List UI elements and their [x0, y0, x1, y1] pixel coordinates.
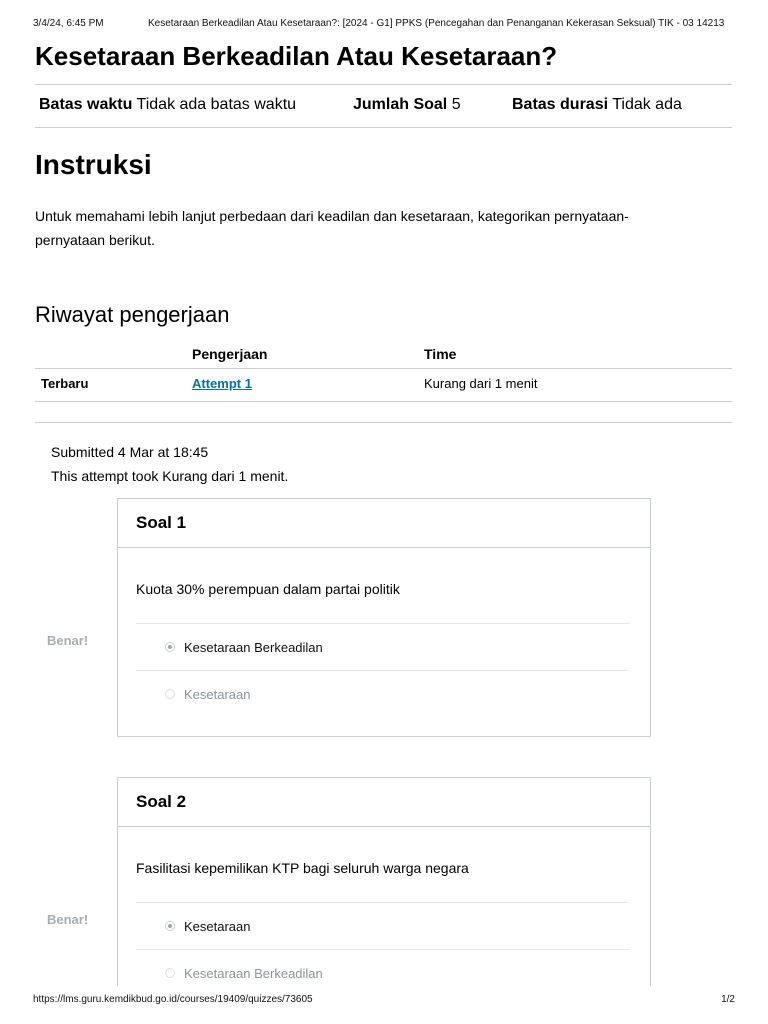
radio-checked-icon[interactable] — [165, 921, 175, 931]
print-page-title: Kesetaraan Berkeadilan Atau Kesetaraan?: [2024 - G1] PPKS (Pencegahan dan Penanganan Kekerasan Seksual) TIK - 03 14213 — [148, 18, 725, 29]
answer-label: Kesetaraan — [184, 686, 251, 702]
time-limit — [39, 94, 296, 116]
column-header-time: Time — [424, 346, 457, 362]
duration-value: Tidak ada — [612, 96, 682, 113]
answer-option[interactable] — [136, 902, 630, 949]
radio-unchecked-icon[interactable] — [165, 689, 175, 699]
radio-unchecked-icon[interactable] — [165, 968, 175, 978]
question-card — [117, 777, 651, 1019]
question-count-value: 5 — [451, 96, 461, 113]
submitted-date: Submitted 4 Mar at 18:45 — [51, 444, 209, 460]
row-label: Terbaru — [41, 376, 89, 391]
question-text: Kuota 30% perempuan dalam partai politik — [136, 581, 400, 597]
print-url: https://lms.guru.kemdikbud.go.id/courses/19409/quizzes/73605 — [33, 994, 313, 1005]
correct-badge: Benar! — [47, 633, 89, 648]
print-footer — [33, 994, 735, 1006]
time-limit-value: Tidak ada batas waktu — [136, 96, 297, 113]
divider — [35, 422, 732, 423]
instructions-heading: Instruksi — [35, 149, 152, 180]
answer-label: Kesetaraan Berkeadilan — [184, 639, 323, 655]
answer-list — [136, 623, 630, 717]
answer-list — [136, 902, 630, 996]
attempt-link[interactable]: Attempt 1 — [192, 376, 252, 391]
divider — [35, 127, 732, 128]
correct-badge: Benar! — [47, 912, 89, 927]
print-page-number: 1/2 — [721, 994, 735, 1005]
answer-option[interactable] — [136, 623, 630, 670]
duration-limit — [512, 94, 682, 116]
duration-label: Batas durasi — [512, 96, 609, 113]
question-count — [353, 94, 461, 116]
answer-label: Kesetaraan Berkeadilan — [184, 965, 323, 981]
question-text: Fasilitasi kepemilikan KTP bagi seluruh warga negara — [136, 860, 469, 876]
answer-label: Kesetaraan — [184, 918, 251, 934]
print-date: 3/4/24, 6:45 PM — [33, 18, 104, 29]
divider — [35, 84, 732, 85]
question-count-label: Jumlah Soal — [353, 96, 448, 113]
radio-checked-icon[interactable] — [165, 642, 175, 652]
attempt-duration: This attempt took Kurang dari 1 menit. — [51, 468, 289, 484]
history-heading: Riwayat pengerjaan — [35, 302, 230, 327]
quiz-title: Kesetaraan Berkeadilan Atau Kesetaraan? — [35, 41, 558, 71]
attempt-time: Kurang dari 1 menit — [424, 376, 538, 391]
table-divider — [35, 368, 732, 369]
instructions-text: Untuk memahami lebih lanjut perbedaan dari keadilan dan kesetaraan, kategorikan pernyataan-pernyataan berikut. — [35, 208, 629, 248]
time-limit-label: Batas waktu — [39, 96, 133, 113]
question-title: Soal 2 — [118, 778, 650, 827]
column-header-attempt: Pengerjaan — [192, 346, 268, 362]
submission-info — [51, 440, 288, 488]
print-header — [33, 18, 735, 30]
question-card — [117, 498, 651, 737]
question-title: Soal 1 — [118, 499, 650, 548]
table-divider — [35, 401, 732, 402]
answer-option[interactable] — [136, 670, 630, 717]
